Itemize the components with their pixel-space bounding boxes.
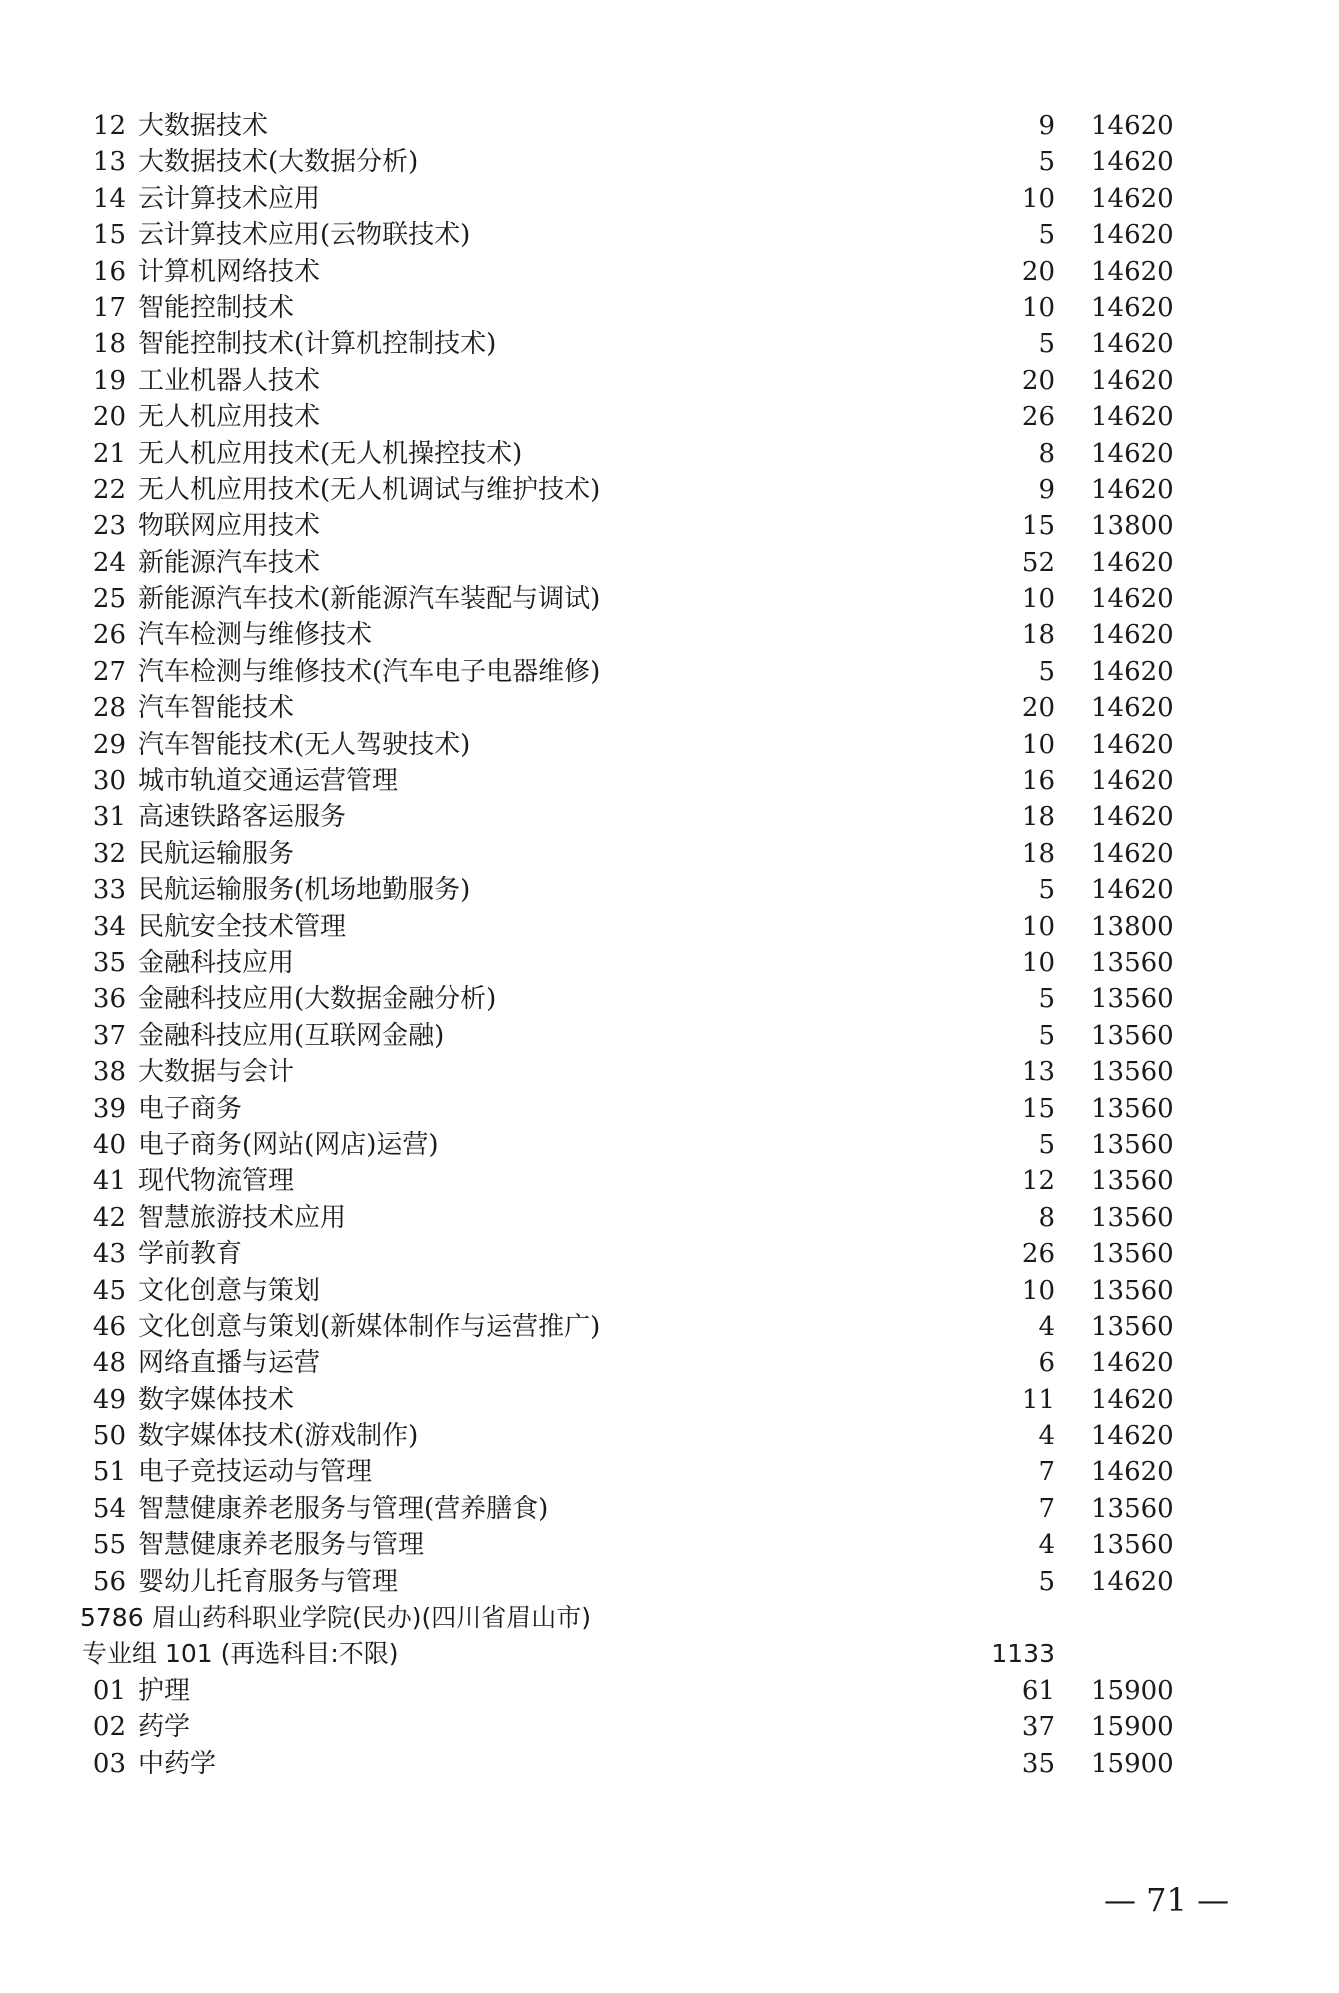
program-row [0,254,1339,290]
enrollment-count: 26 [1021,1239,1055,1270]
enrollment-count: 61 [1021,1675,1055,1706]
tuition-fee: 14620 [1091,474,1174,505]
tuition-fee: 14620 [1091,656,1174,687]
program-name: 新能源汽车技术(新能源汽车装配与调试) [138,584,601,615]
enrollment-count: 5 [1038,656,1055,687]
enrollment-count: 10 [1021,911,1055,942]
enrollment-count: 10 [1021,729,1055,760]
tuition-fee: 14620 [1091,147,1174,178]
program-number: 37 [92,1020,126,1051]
tuition-fee: 14620 [1091,729,1174,760]
tuition-fee: 13560 [1091,1311,1174,1342]
enrollment-count: 9 [1038,111,1055,141]
tuition-fee: 14620 [1091,1457,1174,1488]
enrollment-count: 20 [1021,256,1055,287]
program-name: 智慧旅游技术应用 [138,1202,347,1233]
subject-group-total: 1133 [991,1639,1055,1669]
program-row [0,1709,1339,1745]
tuition-fee: 14620 [1091,111,1174,141]
program-row [0,1746,1339,1782]
tuition-fee: 13800 [1091,911,1174,942]
tuition-fee: 13800 [1091,511,1174,542]
program-name: 城市轨道交通运营管理 [138,766,399,797]
program-number: 35 [92,947,126,978]
tuition-fee: 13560 [1091,1020,1174,1051]
tuition-fee: 15900 [1091,1712,1174,1743]
program-name: 智能控制技术 [138,292,295,323]
program-number: 29 [92,729,126,760]
program-row [0,290,1339,326]
program-name: 数字媒体技术 [138,1384,295,1415]
enrollment-list [0,108,1339,1782]
enrollment-count: 4 [1038,1421,1055,1452]
tuition-fee: 13560 [1091,1093,1174,1124]
program-row [0,1527,1339,1563]
enrollment-count: 18 [1021,620,1055,651]
program-number: 45 [92,1275,126,1306]
enrollment-count: 26 [1021,402,1055,433]
program-row [0,508,1339,544]
tuition-fee: 13560 [1091,1239,1174,1270]
program-row [0,545,1339,581]
program-name: 电子商务(网站(网店)运营) [138,1129,439,1160]
program-list-continued [0,108,1339,1600]
enrollment-count: 10 [1021,584,1055,615]
program-row [0,617,1339,653]
program-row [0,872,1339,908]
program-row [0,981,1339,1017]
program-name: 金融科技应用(互联网金融) [138,1020,445,1051]
program-number: 56 [92,1566,126,1597]
institution-header [0,1600,1339,1636]
program-row [0,909,1339,945]
program-number: 33 [92,875,126,906]
program-name: 金融科技应用 [138,947,295,978]
tuition-fee: 13560 [1091,1530,1174,1561]
program-number: 20 [92,402,126,433]
program-number: 22 [92,474,126,505]
enrollment-count: 10 [1021,292,1055,323]
program-name: 物联网应用技术 [138,511,321,542]
program-row [0,1273,1339,1309]
program-row [0,1454,1339,1490]
enrollment-count: 5 [1038,875,1055,906]
program-number: 25 [92,584,126,615]
program-name: 电子竞技运动与管理 [138,1457,373,1488]
tuition-fee: 13560 [1091,1202,1174,1233]
program-name: 数字媒体技术(游戏制作) [138,1421,419,1452]
tuition-fee: 14620 [1091,620,1174,651]
tuition-fee: 14620 [1091,584,1174,615]
program-number: 03 [92,1748,126,1779]
program-name: 汽车智能技术(无人驾驶技术) [138,729,471,760]
program-row [0,326,1339,362]
program-number: 01 [92,1675,126,1706]
tuition-fee: 14620 [1091,292,1174,323]
enrollment-count: 5 [1038,147,1055,178]
enrollment-count: 13 [1021,1057,1055,1088]
program-row [0,1236,1339,1272]
tuition-fee: 14620 [1091,183,1174,214]
enrollment-count: 15 [1021,511,1055,542]
tuition-fee: 14620 [1091,220,1174,251]
enrollment-count: 5 [1038,1566,1055,1597]
tuition-fee: 14620 [1091,547,1174,578]
program-row [0,436,1339,472]
program-number: 51 [92,1457,126,1488]
enrollment-count: 37 [1021,1712,1055,1743]
program-row [0,472,1339,508]
program-row [0,690,1339,726]
tuition-fee: 14620 [1091,838,1174,869]
program-name: 智慧健康养老服务与管理(营养膳食) [138,1493,549,1524]
program-name: 云计算技术应用 [138,183,321,214]
enrollment-count: 5 [1038,1020,1055,1051]
tuition-fee: 14620 [1091,365,1174,396]
institution-name: 眉山药科职业学院(民办)(四川省眉山市) [152,1603,592,1633]
program-name: 电子商务 [138,1093,243,1124]
program-name: 文化创意与策划 [138,1275,321,1306]
enrollment-count: 5 [1038,984,1055,1015]
tuition-fee: 14620 [1091,402,1174,433]
enrollment-count: 5 [1038,1129,1055,1160]
page-number: — 71 — [1104,1881,1230,1919]
enrollment-count: 8 [1038,1202,1055,1233]
tuition-fee: 13560 [1091,1057,1174,1088]
program-name: 计算机网络技术 [138,256,321,287]
program-number: 12 [92,111,126,141]
program-row [0,945,1339,981]
program-row [0,1163,1339,1199]
enrollment-count: 20 [1021,365,1055,396]
program-name: 无人机应用技术(无人机调试与维护技术) [138,474,601,505]
program-number: 23 [92,511,126,542]
program-number: 15 [92,220,126,251]
program-row [0,836,1339,872]
tuition-fee: 15900 [1091,1675,1174,1706]
program-number: 43 [92,1239,126,1270]
enrollment-count: 11 [1021,1384,1055,1415]
program-row [0,181,1339,217]
tuition-fee: 14620 [1091,1566,1174,1597]
program-name: 药学 [138,1712,191,1743]
program-row [0,363,1339,399]
enrollment-count: 10 [1021,183,1055,214]
tuition-fee: 14620 [1091,256,1174,287]
program-number: 54 [92,1493,126,1524]
program-number: 48 [92,1348,126,1379]
program-row [0,1345,1339,1381]
program-number: 38 [92,1057,126,1088]
program-name: 中药学 [138,1748,217,1779]
program-number: 41 [92,1166,126,1197]
enrollment-count: 10 [1021,947,1055,978]
enrollment-count: 5 [1038,220,1055,251]
program-name: 智慧健康养老服务与管理 [138,1530,425,1561]
enrollment-count: 4 [1038,1311,1055,1342]
program-row [0,581,1339,617]
program-row [0,727,1339,763]
program-name: 民航运输服务 [138,838,295,869]
program-row [0,1418,1339,1454]
enrollment-count: 12 [1021,1166,1055,1197]
program-number: 46 [92,1311,126,1342]
subject-group-header [0,1636,1339,1672]
tuition-fee: 14620 [1091,802,1174,833]
program-name: 智能控制技术(计算机控制技术) [138,329,497,360]
tuition-fee: 13560 [1091,1275,1174,1306]
tuition-fee: 13560 [1091,1129,1174,1160]
program-name: 无人机应用技术(无人机操控技术) [138,438,523,469]
program-name: 汽车检测与维修技术 [138,620,373,651]
program-name: 护理 [138,1675,191,1706]
tuition-fee: 14620 [1091,875,1174,906]
tuition-fee: 14620 [1091,1348,1174,1379]
program-row [0,399,1339,435]
program-name: 新能源汽车技术 [138,547,321,578]
program-number: 50 [92,1421,126,1452]
program-number: 16 [92,256,126,287]
program-name: 无人机应用技术 [138,402,321,433]
program-row [0,1382,1339,1418]
program-number: 24 [92,547,126,578]
tuition-fee: 14620 [1091,329,1174,360]
program-number: 02 [92,1712,126,1743]
program-row [0,1309,1339,1345]
program-number: 39 [92,1093,126,1124]
tuition-fee: 14620 [1091,766,1174,797]
enrollment-count: 4 [1038,1530,1055,1561]
program-row [0,1673,1339,1709]
program-number: 17 [92,292,126,323]
program-number: 49 [92,1384,126,1415]
tuition-fee: 14620 [1091,1421,1174,1452]
tuition-fee: 14620 [1091,1384,1174,1415]
program-row [0,144,1339,180]
enrollment-count: 10 [1021,1275,1055,1306]
program-name: 金融科技应用(大数据金融分析) [138,984,497,1015]
program-row [0,654,1339,690]
program-name: 大数据技术(大数据分析) [138,147,419,178]
tuition-fee: 14620 [1091,693,1174,724]
program-number: 42 [92,1202,126,1233]
program-number: 13 [92,147,126,178]
enrollment-count: 16 [1021,766,1055,797]
program-number: 19 [92,365,126,396]
tuition-fee: 13560 [1091,1493,1174,1524]
program-name: 大数据与会计 [138,1057,295,1088]
program-number: 36 [92,984,126,1015]
program-row [0,1018,1339,1054]
enrollment-count: 9 [1038,474,1055,505]
program-number: 40 [92,1129,126,1160]
program-number: 18 [92,329,126,360]
program-row [0,108,1339,144]
program-row [0,1091,1339,1127]
program-row [0,1127,1339,1163]
enrollment-count: 52 [1021,547,1055,578]
program-name: 民航运输服务(机场地勤服务) [138,875,471,906]
enrollment-count: 18 [1021,838,1055,869]
program-number: 28 [92,693,126,724]
enrollment-count: 7 [1038,1493,1055,1524]
program-number: 32 [92,838,126,869]
program-number: 14 [92,183,126,214]
tuition-fee: 13560 [1091,947,1174,978]
program-number: 21 [92,438,126,469]
institution-code: 5786 [80,1603,144,1633]
program-number: 27 [92,656,126,687]
program-name: 现代物流管理 [138,1166,295,1197]
program-number: 34 [92,911,126,942]
program-row [0,799,1339,835]
program-number: 30 [92,766,126,797]
program-number: 55 [92,1530,126,1561]
program-name: 网络直播与运营 [138,1348,321,1379]
tuition-fee: 13560 [1091,1166,1174,1197]
enrollment-count: 5 [1038,329,1055,360]
program-name: 婴幼儿托育服务与管理 [138,1566,399,1597]
program-number: 26 [92,620,126,651]
program-name: 民航安全技术管理 [138,911,347,942]
enrollment-count: 7 [1038,1457,1055,1488]
tuition-fee: 14620 [1091,438,1174,469]
program-row [0,1564,1339,1600]
subject-group-label: 专业组 101 (再选科目:不限) [82,1639,399,1669]
program-name: 学前教育 [138,1239,243,1270]
program-list-group-101 [0,1673,1339,1782]
program-name: 云计算技术应用(云物联技术) [138,220,471,251]
program-row [0,763,1339,799]
program-row [0,1491,1339,1527]
program-name: 高速铁路客运服务 [138,802,347,833]
program-row [0,1054,1339,1090]
program-name: 汽车智能技术 [138,693,295,724]
tuition-fee: 15900 [1091,1748,1174,1779]
program-name: 工业机器人技术 [138,365,321,396]
program-number: 31 [92,802,126,833]
program-name: 汽车检测与维修技术(汽车电子电器维修) [138,656,601,687]
tuition-fee: 13560 [1091,984,1174,1015]
enrollment-count: 6 [1038,1348,1055,1379]
program-name: 大数据技术 [138,111,269,141]
enrollment-count: 18 [1021,802,1055,833]
enrollment-count: 20 [1021,693,1055,724]
program-row [0,1200,1339,1236]
enrollment-count: 8 [1038,438,1055,469]
program-row [0,217,1339,253]
enrollment-count: 35 [1021,1748,1055,1779]
enrollment-count: 15 [1021,1093,1055,1124]
program-name: 文化创意与策划(新媒体制作与运营推广) [138,1311,601,1342]
